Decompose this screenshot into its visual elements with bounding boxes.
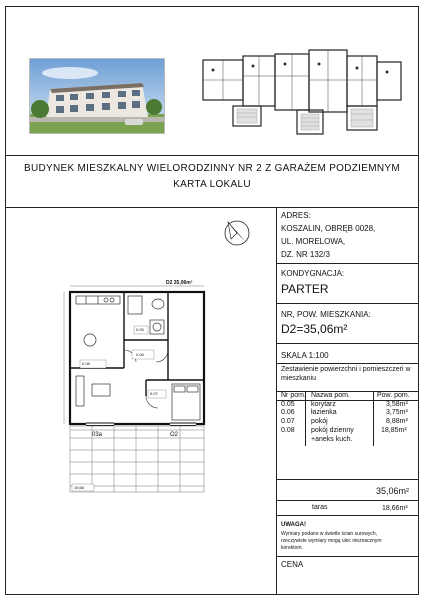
row-area: 8,88m² [386, 418, 408, 425]
address-heading: ADRES: [281, 211, 311, 220]
scale-label: SKALA 1:100 [281, 351, 329, 360]
row-name: korytarz [311, 401, 336, 408]
unit-heading: NR, POW. MIESZKANIA: [281, 310, 371, 319]
table-header-row [276, 391, 419, 400]
unit-value: D2=35,06m² [281, 322, 348, 336]
table-row [276, 400, 419, 408]
address-plot: DZ. NR 132/3 [281, 250, 330, 259]
floor-heading: KONDYGNACJA: [281, 269, 345, 278]
row-nr: 0.05 [281, 401, 295, 408]
rule-3 [276, 343, 419, 344]
north-arrow-icon [222, 218, 252, 248]
rule-2 [276, 303, 419, 304]
building-photo [29, 58, 165, 134]
address-street: UL. MORELOWA, [281, 237, 346, 246]
rule-5 [276, 479, 419, 480]
area-label-0-07: 0.07 [150, 391, 158, 396]
table-col-divider [305, 391, 306, 446]
rule-8 [276, 556, 419, 557]
room-tag-2: O2 [170, 432, 179, 438]
info-panel-divider [276, 207, 277, 595]
row-name: łazienka [311, 409, 337, 416]
floor-value: PARTER [281, 282, 329, 296]
room-tag-1: 03a [92, 432, 103, 438]
rule-7 [276, 515, 419, 516]
total-area: 35,06m² [376, 486, 410, 496]
row-name: pokój dzienny [311, 427, 354, 434]
row-name: pokój [311, 418, 328, 425]
row-area: 18,85m² [381, 427, 407, 434]
notes-text: Wymiary podano w świetle ścian surowych, rzeczywiste wymiary mogą ulec nieznacznym korektom. [281, 531, 382, 551]
terrace-area: 18,66m² [382, 505, 408, 512]
unit-tag: D2 35,06m² [166, 280, 193, 286]
terrace-tag: 15,66 [74, 485, 85, 490]
rule-6 [276, 500, 419, 501]
row-area: 3,58m² [386, 401, 408, 408]
building-floor-plan [197, 46, 405, 138]
notes-heading: UWAGA! [281, 522, 306, 528]
title-top-rule [5, 155, 419, 156]
rule-4 [276, 363, 419, 364]
row-nr: 0.08 [281, 427, 295, 434]
terrace-label: taras [312, 504, 328, 511]
area-label-0-05: 0.05 [136, 327, 144, 332]
col-name: Nazwa pom. [311, 392, 350, 399]
row-nr: 0.07 [281, 418, 295, 425]
address-city: KOSZALIN, OBRĘB 0028, [281, 224, 376, 233]
rooms-table-heading: Zestawienie powierzchni i pomieszczeń w mieszkaniu [281, 366, 411, 382]
col-area: Pow. pom. [377, 392, 410, 399]
title-bottom-rule [5, 207, 419, 208]
price-label: CENA [281, 560, 304, 569]
area-label-0-06: 0.06 [136, 352, 144, 357]
row-nr: 0.06 [281, 409, 295, 416]
col-nr: Nr pom. [281, 392, 306, 399]
apartment-floor-plan [62, 280, 212, 496]
document-subtitle: KARTA LOKALU [173, 179, 251, 190]
table-col-divider [373, 391, 374, 446]
row-name-2: +aneks kuch. [311, 436, 353, 443]
row-area: 3,75m² [386, 409, 408, 416]
rule-1 [276, 263, 419, 264]
area-label-0-08: 0.08 [82, 361, 90, 366]
document-title: BUDYNEK MIESZKALNY WIELORODZINNY NR 2 Z GARAŻEM PODZIEMNYM [24, 163, 400, 174]
